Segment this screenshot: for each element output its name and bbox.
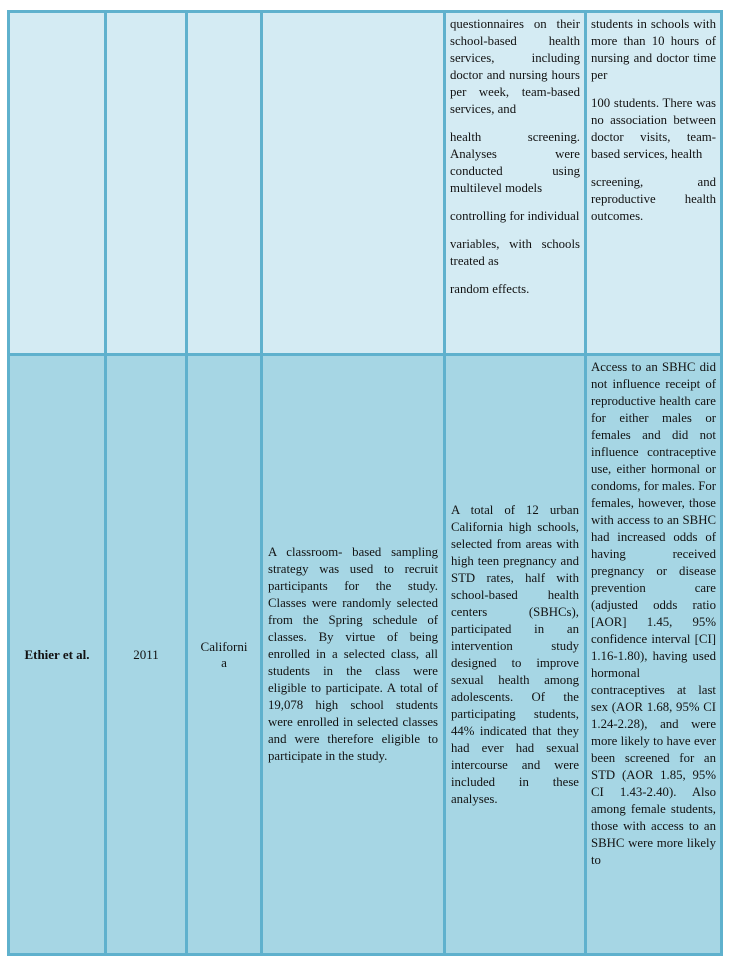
paragraph: Access to an SBHC did not influence receipt of reproductive health care for either males or females and did not influence contraceptive use, either hormonal or condoms, for males. For females, however, those with access to an SBHC had increased odds of having received pregnancy or disease prevention care (adjusted odds ratio [AOR] 1.45, 95% confidence interval [CI] 1.16-1.80), having used hormonal contraceptives at last sex (AOR 1.68, 95% CI 1.24-2.28), and were more likely to have ever been screened for an STD (AOR 1.85, 95% CI 1.43-2.40). Also among female students, those with access to an SBHC were more likely to	[591, 360, 716, 867]
paragraph: variables, with schools treated as	[450, 237, 580, 268]
paragraph: questionnaires on their school-based health services, including doctor and nursing hours per week, team-based services, and	[450, 17, 580, 116]
methodology-cell-continued	[263, 13, 443, 353]
methodology-cell-ethier	[263, 356, 443, 953]
paragraph: random effects.	[450, 282, 530, 296]
author-text: Ethier et al.	[24, 646, 90, 662]
state-cell-continued	[188, 13, 260, 353]
paragraph: screening, and reproductive health outcomes.	[591, 175, 716, 223]
state-text-line2: a	[221, 654, 227, 670]
state-text-line1: Californi	[200, 638, 248, 654]
paragraph: A classroom- based sampling strategy was used to recruit participants for the study. Classes were randomly selected from the Spring schedule of classes. By virtue of being enrolled in a selected class, all students in the class were eligible to participate. A total of 19,078 high school students were enrolled in selected classes and were therefore eligible to participate in the study.	[268, 545, 438, 763]
year-cell-continued	[107, 13, 185, 353]
paragraph: controlling for individual	[450, 209, 580, 223]
author-cell-continued	[10, 13, 104, 353]
literature-review-table	[7, 10, 723, 956]
paragraph: health screening. Analyses were conducted using multilevel models	[450, 130, 580, 195]
sample-cell-continued	[446, 13, 584, 353]
findings-cell-continued	[587, 13, 720, 353]
paragraph: 100 students. There was no association between doctor visits, team-based services, health	[591, 96, 716, 161]
findings-cell-ethier	[587, 356, 720, 953]
author-cell-ethier	[10, 356, 104, 953]
year-text: 2011	[133, 646, 159, 662]
sample-cell-ethier	[446, 356, 584, 953]
year-cell-ethier	[107, 356, 185, 953]
paragraph: A total of 12 urban California high schools, selected from areas with high teen pregnancy and STD rates, half with school-based health centers (SBHCs), participated in an intervention study designed to improve sexual health among adolescents. Of the participating students, 44% indicated that they had ever had sexual intercourse and were included in these analyses.	[451, 502, 579, 806]
state-cell-ethier	[188, 356, 260, 953]
paragraph: students in schools with more than 10 hours of nursing and doctor time per	[591, 17, 716, 82]
